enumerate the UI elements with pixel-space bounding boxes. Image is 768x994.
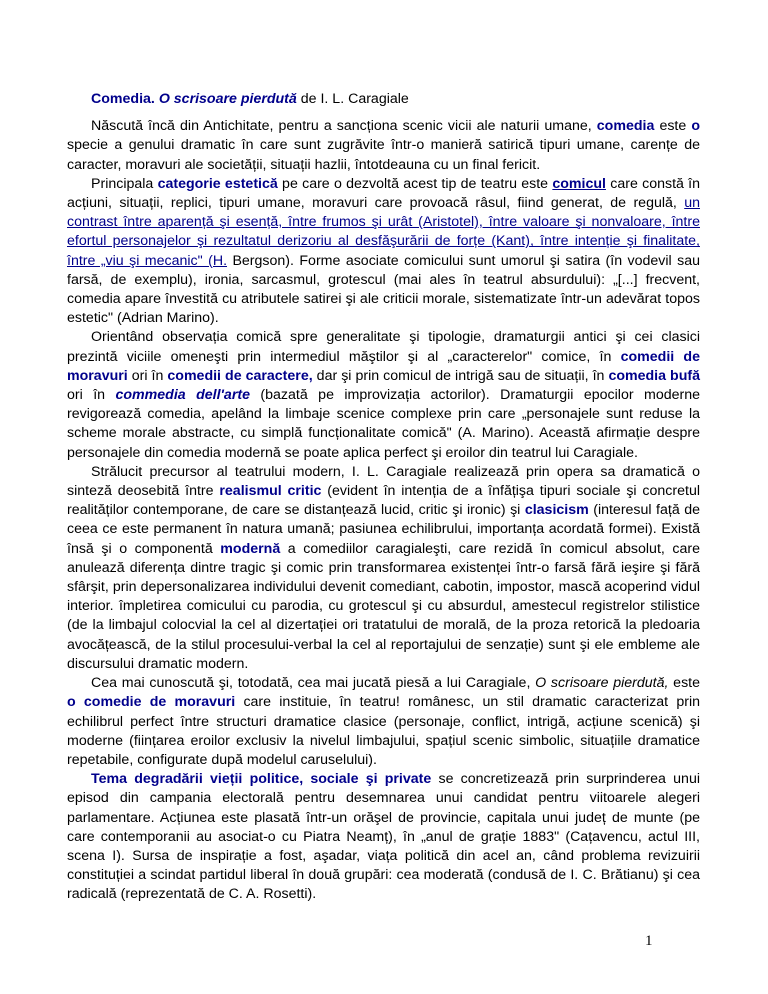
paragraph-2 xyxy=(67,175,700,329)
bold-term: o xyxy=(691,118,701,135)
underlined-bold-term: comicul xyxy=(552,175,606,192)
text-run: Bergson). Forme asociate comicului sunt umorul şi satira (în vodevil sau farsă, de exemplu), ironia, sarcasmul, grotescul (mai ales în teatrul absurdului): „[...] frecvent, comedia apare învestită cu atributele satirei şi ale criticii morale, sistematizate într-un adevărat topos estetic" (Adrian Marino). xyxy=(67,252,700,327)
paragraph-1 xyxy=(67,117,700,175)
bold-italic-term: commedia dell'arte xyxy=(115,387,250,404)
text-run: Strălucit precursor al teatrului modern, I. L. Caragiale realizează prin opera sa dramatică o sinteză deosebită între xyxy=(67,463,700,500)
title-rest: de I. L. Caragiale xyxy=(296,91,409,107)
bold-term: comedia bufă xyxy=(608,367,700,384)
bold-term: comedii de caractere, xyxy=(167,367,313,384)
document-title xyxy=(67,90,700,109)
text-run: a comediilor caragialeşti, care rezidă în comicul absolut, care anulează diferența dintre tragic şi comic prin transformarea existenței într-o farsă fără ieşire şi fără sfârşit, prin depersonalizarea individului devenit comediant, cabotin, impostor, mască acoperind vidul interior. împletirea comicului cu parodia, cu grotescul şi cu absurdul, amestecul registrelor stilistice (de la limbajul colocvial la cel al dizertației ori tratatului de morală, de la proza retorică la pledoaria avocățească, de la stilul procesului-verbal la cel al reportajului de senzație) sunt şi ele embleme ale discursului dramatic modern. xyxy=(67,540,700,672)
text-run: dar şi prin comicul de intrigă sau de situații, în xyxy=(312,367,609,384)
text-run: Orientând observația comică spre generalitate şi tipologie, dramaturgii antici şi cei clasici prezintă viciile omeneşti prin intermediul măştilor şi al „caracterelor" comice, în xyxy=(67,329,700,365)
text-run: (bazată pe improvizația actorilor). Dramaturgii epocilor moderne revigorează comedia, apelând la limbaje scenice complexe prin care „personajele sunt reduse la scheme morale abstracte, cu simplă funcționalitate comică" (A. Marino). Această afirmație despre personajele din comedia modernă se poate aplica perfect şi eroilor din teatrul lui Caragiale. xyxy=(67,387,701,461)
document-body xyxy=(67,90,700,905)
paragraph-6 xyxy=(67,770,700,904)
text-run: se concretizează prin surprinderea unui episod din campania electorală pentru desemnarea unui candidat pentru viitoarele alegeri parlamentare. Acțiunea este plasată într-un orăşel de provincie, capitala unui județ de munte (pe care contemporanii au asociat-o cu Piatra Neamț), în „anul de grație 1883" (Cațavencu, actul III, scena I). Sursa de inspirație a fost, aşadar, viața politică din acel an, când problema revizuirii constituției a scindat partidul liberal în două grupări: cea moderată (condusă de I. C. Brătianu) şi cea radicală (reprezentată de C. A. Rosetti). xyxy=(67,771,700,903)
italic-title: O scrisoare pierdută, xyxy=(535,675,669,692)
paragraph-4 xyxy=(67,463,700,674)
page-number: 1 xyxy=(645,933,653,949)
paragraph-3 xyxy=(67,328,700,462)
title-bold: Comedia. xyxy=(91,91,155,107)
title-italic: O scrisoare pierdută xyxy=(158,91,297,107)
text-run: (interesul față de ceea ce este permanent în natura umană; pasiunea echilibrului, importanța acordată formei). Există însă şi o componentă xyxy=(67,502,700,557)
text-run: care instituie, în teatru! românesc, un stil dramatic caracterizat prin echilibrul perfect între structuri dramatice clasice (personaje, conflict, intrigă, acțiune scenică) şi moderne (ființarea eroilor exclusiv la nivelul limbajului, spațiul scenic simbolic, situațiile dramatice repetabile, configurate după modelul caruselului). xyxy=(67,694,700,768)
text-run: ori în xyxy=(67,387,116,404)
text-run: ori în xyxy=(127,367,168,384)
bold-term: comedia xyxy=(596,118,655,135)
underlined-passage: un contrast între aparență şi esență, între frumos şi urât (Aristotel), între valoare şi nonvaloare, între efortul personajelor şi rezultatul derizoriu al desfăşurării de forțe (Kant), între intenție şi finalitate, între „viu şi mecanic" (H. xyxy=(67,195,700,269)
text-run: pe care o dezvoltă acest tip de teatru este xyxy=(277,175,553,192)
text-run: este xyxy=(668,675,700,692)
text-run: care constă în acțiuni, situații, replici, tipuri umane, moravuri care provoacă râsul, fiind generat, de regulă, xyxy=(67,175,701,212)
text-run: Principala xyxy=(91,175,158,192)
bold-term: Tema degradării vieții politice, sociale şi private xyxy=(91,771,432,788)
paragraph-5 xyxy=(67,674,700,770)
bold-term: o comedie de moravuri xyxy=(67,694,236,711)
text-run: Născută încă din Antichitate, pentru a sancționa scenic vicii ale naturii umane, xyxy=(91,118,597,135)
text-run: specie a genului dramatic în care sunt zugrăvite într-o manieră satirică tipuri umane, carențe de caracter, moravuri ale societății, situații hazlii, întotdeauna cu un final fericit. xyxy=(67,137,700,173)
text-run: (evident în intenția de a înfățişa tipuri sociale şi concretul realităților contemporane, de care se distanțează lucid, critic şi ironic) şi xyxy=(67,483,700,519)
bold-term: modernă xyxy=(220,540,281,557)
bold-term: comedii de moravuri xyxy=(67,348,700,384)
bold-term: realismul critic xyxy=(219,483,322,500)
bold-term: clasicism xyxy=(524,502,589,519)
text-run: Cea mai cunoscută şi, totodată, cea mai jucată piesă a lui Caragiale, xyxy=(91,675,536,692)
bold-term: categorie estetică xyxy=(157,175,278,192)
text-run: este xyxy=(654,118,692,135)
